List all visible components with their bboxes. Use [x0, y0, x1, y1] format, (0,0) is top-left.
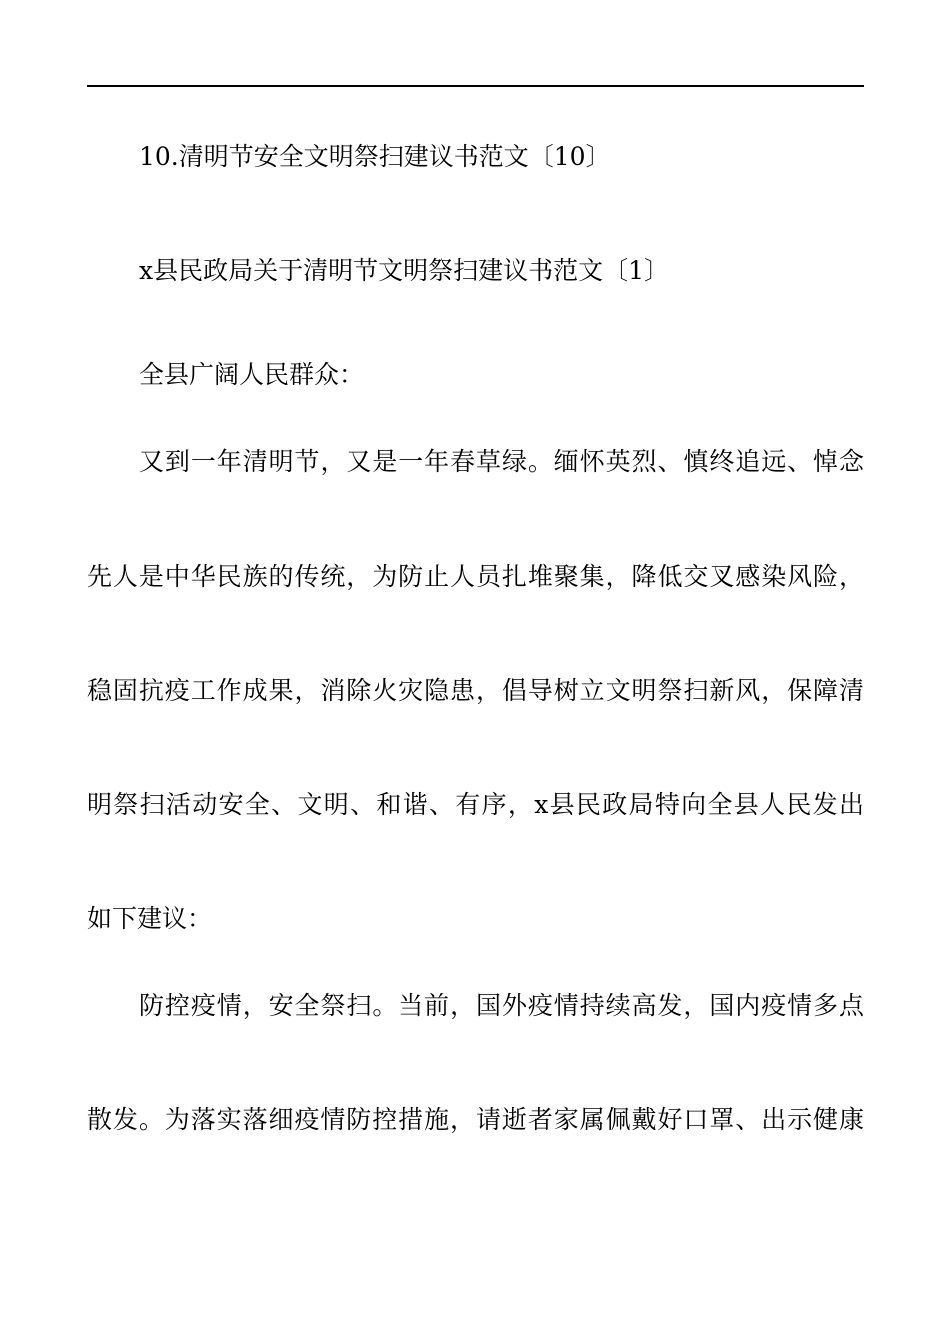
paragraph-line: 如下建议：	[87, 904, 213, 933]
salutation: 全县广阔人民群众：	[139, 360, 365, 389]
toc-item-10: 10.清明节安全文明祭扫建议书范文〔10〕	[139, 142, 611, 171]
paragraph-line: 稳固抗疫工作成果，消除火灾隐患，倡导树立文明祭扫新风，保障清	[87, 676, 864, 705]
paragraph-line: 明祭扫活动安全、文明、和谐、有序，x县民政局特向全县人民发出	[87, 790, 864, 819]
paragraph-line: 散发。为落实落细疫情防控措施，请逝者家属佩戴好口罩、出示健康	[87, 1105, 864, 1134]
section-title: x县民政局关于清明节文明祭扫建议书范文〔1〕	[139, 256, 670, 285]
paragraph-line: 又到一年清明节，又是一年春草绿。缅怀英烈、慎终追远、悼念	[139, 447, 864, 476]
paragraph-line: 先人是中华民族的传统，为防止人员扎堆聚集，降低交叉感染风险，	[87, 562, 864, 591]
paragraph-line: 防控疫情，安全祭扫。当前，国外疫情持续高发，国内疫情多点	[139, 991, 864, 1020]
header-rule	[87, 85, 864, 87]
